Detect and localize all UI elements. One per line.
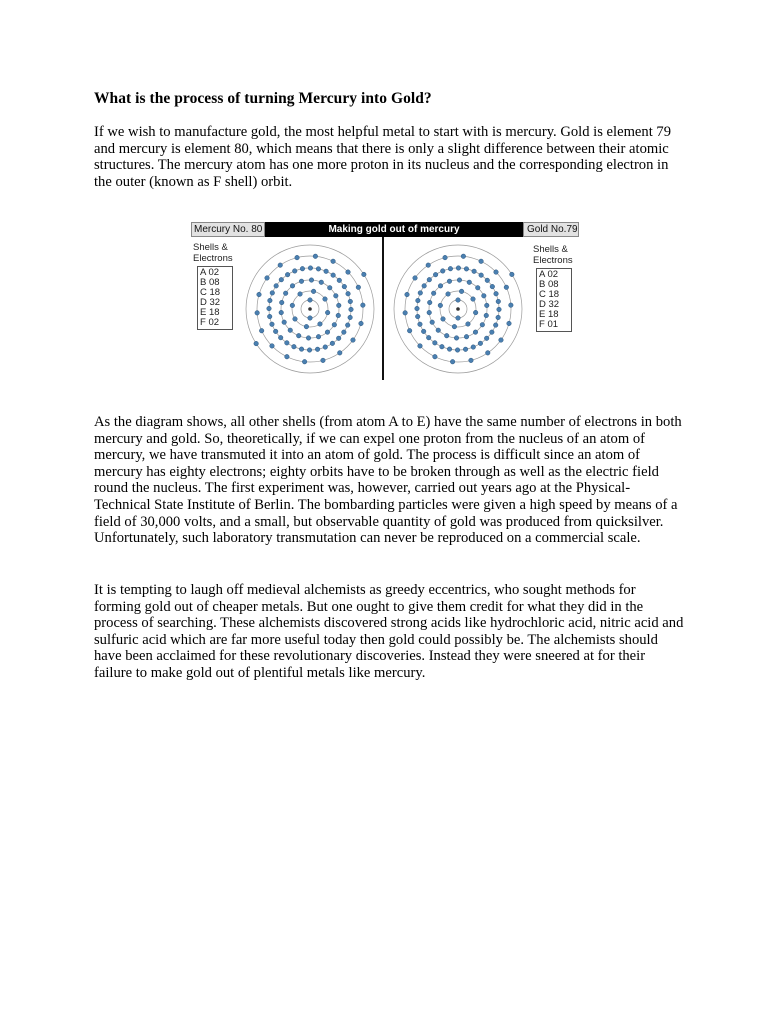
mercury-label: Mercury No. 80 [191,222,265,237]
mercury-electron [325,310,330,315]
mercury-electron [337,278,342,283]
mercury-electron [300,266,305,271]
gold-electron [415,314,420,319]
mercury-electron [268,298,273,303]
shell-row: A 02 [539,269,559,280]
gold-electron [456,316,461,321]
gold-electron [427,310,432,315]
gold-electron [456,266,461,271]
mercury-electron [279,277,284,282]
gold-electron [480,322,485,327]
paragraph-intro: If we wish to manufacture gold, the most helpful metal to start with is mercury. Gold is element 79 and mercury is element 80, which means that there is only a slight difference between their atomic structures. The mercury atom has one more proton in its nucleus and the corresponding electron in the outer (known as F shell) orbit. [94,124,671,190]
gold-electron [418,291,423,296]
gold-shells-heading: Shells & Electrons [533,244,573,266]
gold-electron [478,341,483,346]
mercury-electron [285,354,290,359]
gold-electron [427,277,432,282]
mercury-electron [259,328,264,333]
gold-electron [496,315,501,320]
gold-electron [447,279,452,284]
gold-electron [493,323,498,328]
gold-atom-diagram [391,242,525,376]
gold-electron [485,351,490,356]
gold-electron [450,359,455,364]
mercury-electron [330,341,335,346]
gold-electron [407,328,412,333]
shell-row: B 08 [539,279,559,290]
mercury-electron [288,328,293,333]
gold-electron [497,307,502,312]
gold-electron [416,298,421,303]
gold-electron [473,330,478,335]
gold-electron [482,294,487,299]
mercury-electron [359,321,364,326]
gold-shell-table [536,268,572,332]
gold-electron [452,324,457,329]
gold-electron [454,336,459,341]
mercury-electron [292,344,297,349]
shell-row: E 18 [539,309,559,320]
mercury-electron [290,284,295,289]
gold-electron [446,292,451,297]
gold-electron [436,328,441,333]
mercury-electron [349,307,354,312]
gold-electron [426,335,431,340]
gold-electron [456,298,461,303]
gold-electron [444,333,449,338]
mercury-gold-diagram [191,222,579,380]
mercury-electron [270,322,275,327]
gold-electron [430,320,435,325]
mercury-electron [327,285,332,290]
mercury-electron [336,313,341,318]
mercury-electron [308,298,313,303]
mercury-electron [270,344,275,349]
gold-electron [418,344,423,349]
gold-electron [403,311,408,316]
mercury-electron [332,322,337,327]
gold-electron [455,348,460,353]
mercury-electron [348,315,353,320]
mercury-electron [304,324,309,329]
gold-electron [433,354,438,359]
gold-electron [438,284,443,289]
mercury-electron [292,269,297,274]
gold-electron [461,254,466,259]
gold-nucleus [456,307,460,311]
gold-electron [440,344,445,349]
mercury-electron [316,267,321,272]
mercury-electron [285,272,290,277]
gold-electron [485,278,490,283]
gold-electron [490,330,495,335]
gold-electron [475,285,480,290]
mercury-electron [331,273,336,278]
mercury-electron [274,284,279,289]
mercury-electron [316,334,321,339]
gold-electron [484,313,489,318]
gold-electron [484,336,489,341]
gold-electron [438,303,443,308]
mercury-electron [306,336,311,341]
mercury-shell-table [197,266,233,330]
mercury-electron [361,303,366,308]
mercury-electron [346,270,351,275]
mercury-electron [319,280,324,285]
mercury-electron [311,289,316,294]
mercury-electron [315,347,320,352]
mercury-electron [265,276,270,281]
gold-electron [433,341,438,346]
shell-row: F 02 [200,317,220,328]
mercury-electron [362,272,367,277]
mercury-electron [299,347,304,352]
gold-electron [464,267,469,272]
gold-electron [471,345,476,350]
gold-electron [471,297,476,302]
gold-electron [448,266,453,271]
mercury-electron [279,300,284,305]
shell-row: E 18 [200,307,220,318]
gold-electron [427,300,432,305]
gold-electron [447,347,452,352]
mercury-electron [325,330,330,335]
shell-row: F 01 [539,319,559,330]
mercury-electron [323,345,328,350]
gold-electron [479,259,484,264]
shell-row: D 32 [539,299,560,310]
mercury-atom-diagram [243,242,377,376]
gold-electron [490,284,495,289]
gold-electron [433,272,438,277]
gold-label: Gold No.79 [523,222,579,237]
mercury-electron [302,359,307,364]
mercury-electron [337,351,342,356]
gold-electron [469,358,474,363]
gold-electron [463,347,468,352]
gold-electron [440,269,445,274]
mercury-electron [267,314,272,319]
gold-electron [441,317,446,322]
gold-electron [494,270,499,275]
mercury-electron [279,310,284,315]
figure-divider [382,237,384,380]
mercury-electron [336,336,341,341]
gold-electron [484,303,489,308]
mercury-electron [257,292,262,297]
mercury-electron [345,323,350,328]
mercury-electron [348,299,353,304]
mercury-electron [336,303,341,308]
gold-electron [418,322,423,327]
gold-electron [426,263,431,268]
mercury-electron [254,341,259,346]
mercury-electron [342,330,347,335]
mercury-electron [278,335,283,340]
mercury-electron [331,259,336,264]
shell-row: B 08 [200,277,220,288]
mercury-electron [278,263,283,268]
gold-electron [405,292,410,297]
mercury-electron [298,292,303,297]
mercury-electron [342,284,347,289]
gold-electron [507,321,512,326]
mercury-electron [307,348,312,353]
mercury-electron [296,333,301,338]
gold-electron [466,322,471,327]
gold-electron [472,269,477,274]
gold-electron [422,284,427,289]
gold-electron [459,289,464,294]
mercury-electron [267,306,272,311]
mercury-electron [313,254,318,259]
gold-electron [499,338,504,343]
mercury-electron [356,285,361,290]
gold-electron [421,329,426,334]
mercury-electron [308,316,313,321]
mercury-electron [334,294,339,299]
mercury-electron [295,255,300,260]
gold-electron [473,310,478,315]
mercury-electron [285,341,290,346]
figure-title: Making gold out of mercury [328,224,460,235]
mercury-electron [308,266,313,271]
gold-electron [415,306,420,311]
mercury-electron [283,291,288,296]
paragraph-alchemists: It is tempting to laugh off medieval alchemists as greedy eccentrics, who sought methods for forming gold out of cheaper metals. But one ought to give them credit for what they did in the process of searching. These alchemists discovered strong acids like hydrochloric acid, nitric acid and sulfuric acid which are far more useful today then gold could possibly be. The alchemists should have been acclaimed for these revolutionary discoveries. Instead they were sneered at for their failure to make gold out of plentiful metals like mercury. [94,582,684,681]
mercury-electron [324,269,329,274]
shell-row: C 18 [539,289,560,300]
mercury-electron [299,279,304,284]
mercury-electron [346,291,351,296]
mercury-electron [321,358,326,363]
page-title: What is the process of turning Mercury into Gold? [94,90,432,107]
mercury-electron [255,311,260,316]
shell-row: C 18 [200,287,221,298]
mercury-electron [309,278,314,283]
mercury-shells-heading: Shells & Electrons [193,242,233,264]
mercury-electron [282,320,287,325]
gold-electron [510,272,515,277]
gold-electron [464,334,469,339]
gold-electron [509,303,514,308]
shell-row: D 32 [200,297,221,308]
mercury-electron [323,297,328,302]
mercury-electron [351,338,356,343]
mercury-electron [273,329,278,334]
gold-electron [479,273,484,278]
gold-electron [467,280,472,285]
gold-electron [457,278,462,283]
mercury-electron [293,317,298,322]
paragraph-diagram-explanation: As the diagram shows, all other shells (from atom A to E) have the same number of electrons in both mercury and gold. So, theoretically, if we can expel one proton from the nucleus of an atom of mercury, we have transmuted it into an atom of gold. The process is difficult since an atom of mercury has eighty electrons; eighty orbits have to be broken through as well as the electric field round the nucleus. The first experiment was, however, carried out years ago at the Physical-Technical State Institute of Berlin. The bombarding particles were given a high speed by means of a field of 30,000 volts, and a small, but observable quantity of gold was produced from quicksilver. Unfortunately, such laboratory transmutation can never be reproduced on a commercial scale. [94,414,682,547]
gold-electron [443,255,448,260]
mercury-electron [318,322,323,327]
gold-electron [496,299,501,304]
mercury-electron [270,291,275,296]
mercury-nucleus [308,307,312,311]
shell-row: A 02 [200,267,220,278]
mercury-electron [290,303,295,308]
gold-electron [504,285,509,290]
gold-electron [494,291,499,296]
gold-electron [413,276,418,281]
gold-electron [431,291,436,296]
